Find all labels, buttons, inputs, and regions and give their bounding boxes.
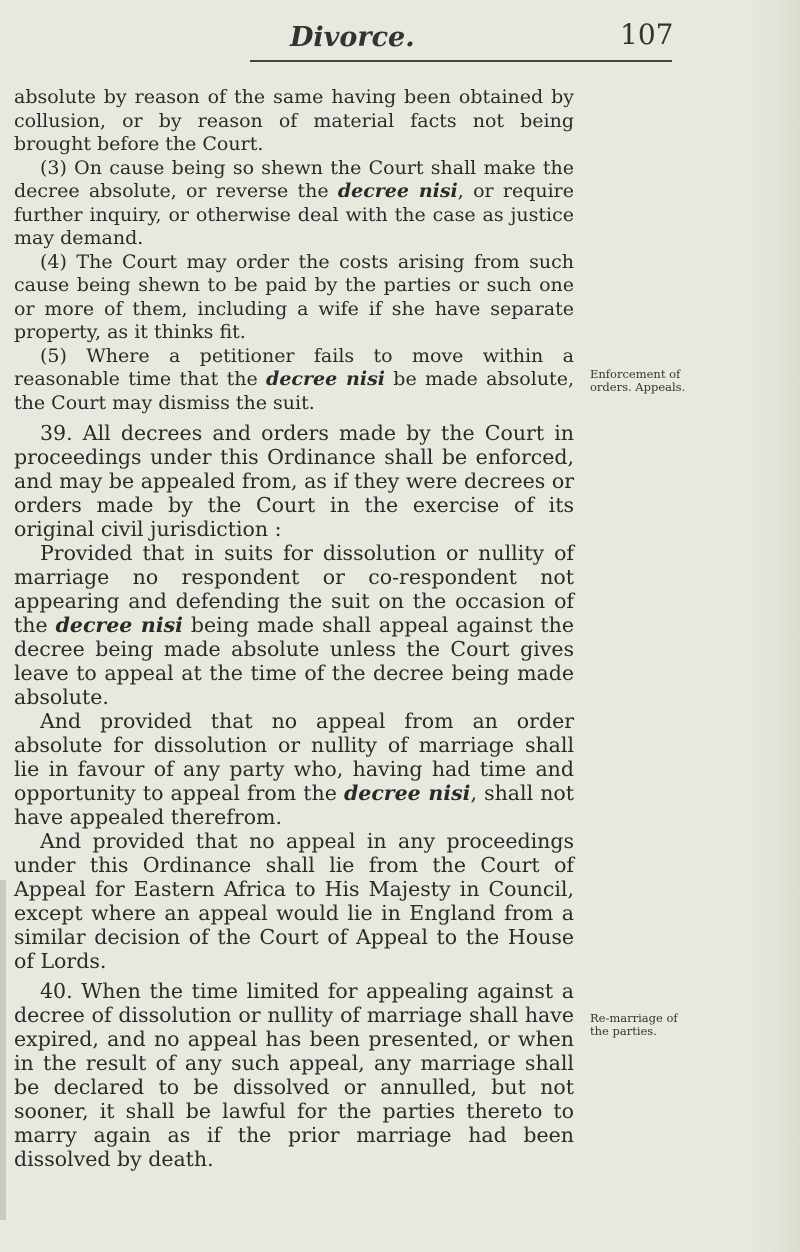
decree-nisi-term: decree nisi [337, 180, 458, 202]
header-rule [250, 60, 672, 62]
paragraph-subsection-3: (3) On cause being so shewn the Court shall make the decree absolute, or reverse the decree nisi, or require further inquiry, or otherwise deal with the case as justice may demand. [14, 156, 574, 249]
margin-note-remarriage: Re-marriage of the parties. [590, 1011, 678, 1038]
left-edge-shadow [0, 880, 6, 1220]
page-edge-shading [750, 0, 800, 1252]
paragraph-proviso-3: And provided that no appeal in any proceedings under this Ordinance shall lie from the Court of Appeal for Eastern Africa to His Majesty in Council, except where an appeal would lie in England from a similar decision of the Court of Appeal to the House of Lords. [14, 829, 574, 973]
decree-nisi-term: decree nisi [343, 781, 471, 805]
paragraph-proviso-2: And provided that no appeal from an order absolute for dissolution or nullity of marriage shall lie in favour of any party who, having had time and opportunity to appeal from the decree nisi, shall not have appealed therefrom. [14, 709, 575, 829]
running-title: Divorce. [290, 22, 415, 53]
decree-nisi-term: decree nisi [266, 368, 385, 390]
paragraph-proviso-1: Provided that in suits for dissolution or nullity of marriage no respondent or co-respondent not appearing and defending the suit on the occasion of the decree nisi being made shall appeal against the decree being made absolute unless the Court gives leave to appeal at the time of the decree being made absolute. [14, 541, 574, 709]
paragraph-continuation: absolute by reason of the same having been obtained by collusion, or by reason of material facts not being brought before the Court. [14, 86, 574, 155]
paragraph-subsection-5: (5) Where a petitioner fails to move within a reasonable time that the decree nisi be made absolute, the Court may dismiss the suit. [14, 344, 574, 414]
body-text [14, 86, 574, 1171]
paragraph-section-40: 40. When the time limited for appealing against a decree of dissolution or nullity of marriage shall have expired, and no appeal has been presented, or when in the result of any such appeal, any marriage shall be declared to be dissolved or annulled, but not sooner, it shall be lawful for the parties thereto to marry again as if the prior marriage had been dissolved by death. [14, 979, 574, 1171]
page-header [0, 18, 680, 58]
decree-nisi-term: decree nisi [55, 613, 183, 637]
paragraph-section-39: 39. All decrees and orders made by the Court in proceedings under this Ordinance shall be enforced, and may be appealed from, as if they were decrees or orders made by the Court in the exercise of its original civil jurisdiction : [14, 421, 574, 541]
page-number: 107 [620, 18, 674, 51]
paragraph-subsection-4: (4) The Court may order the costs arising from such cause being shewn to be paid by the parties or such one or more of them, including a wife if she have separate property, as it thinks fit. [14, 250, 574, 343]
margin-note-enforcement: Enforcement of orders. Appeals. [590, 367, 686, 394]
